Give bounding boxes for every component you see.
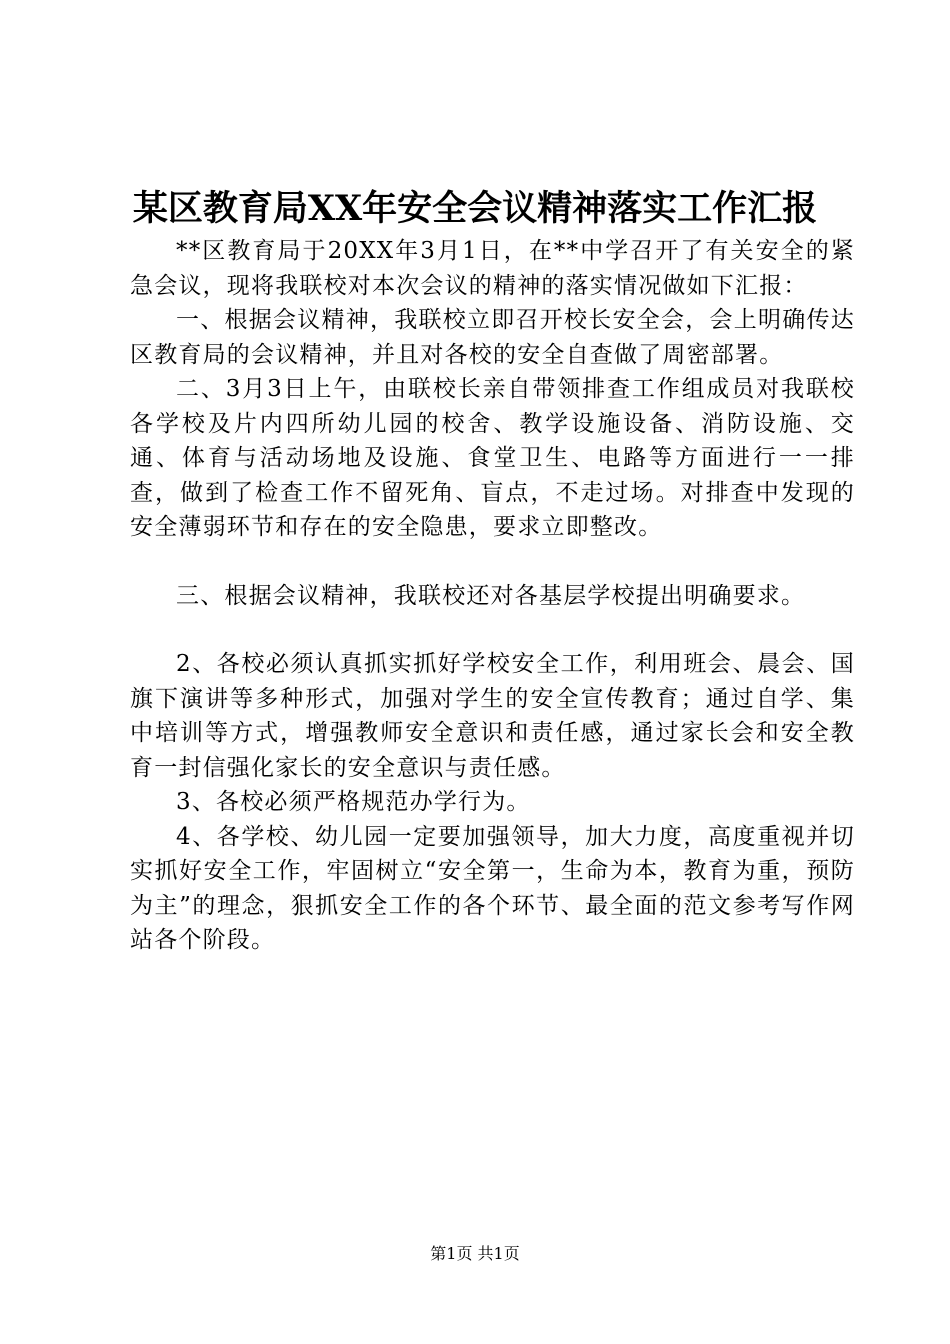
page-number-footer: 第1页 共1页 — [430, 1244, 520, 1263]
paragraph-sub-2: 2、各校必须认真抓实抓好学校安全工作，利用班会、晨会、国旗下演讲等多种形式，加强对学生的安全宣传教育；通过自学、集中培训等方式，增强教师安全意识和责任感，通过家长会和安全教育一封信强化家长的安全意识与责任感。 — [130, 651, 855, 781]
document-body — [130, 234, 855, 958]
paragraph-intro: **区教育局于20XX年3月1日，在**中学召开了有关安全的紧急会议，现将我联校对本次会议的精神的落实情况做如下汇报： — [130, 238, 855, 299]
paragraph-item-1: 一、根据会议精神，我联校立即召开校长安全会，会上明确传达区教育局的会议精神，并且对各校的安全自查做了周密部署。 — [130, 307, 855, 368]
paragraph-sub-4: 4、各学校、幼儿园一定要加强领导，加大力度，高度重视并切实抓好安全工作，牢固树立“安全第一，生命为本，教育为重，预防为主”的理念，狠抓安全工作的各个环节、最全面的范文参考写作网站各个阶段。 — [130, 823, 855, 953]
paragraph-item-2: 二、3月3日上午，由联校长亲自带领排查工作组成员对我联校各学校及片内四所幼儿园的校舍、教学设施设备、消防设施、交通、体育与活动场地及设施、食堂卫生、电路等方面进行一一排查，做到了检查工作不留死角、盲点，不走过场。对排查中发现的安全薄弱环节和存在的安全隐患，要求立即整改。 — [130, 376, 855, 540]
document-title: 某区教育局XX年安全会议精神落实工作汇报 — [132, 188, 818, 229]
paragraph-item-3: 三、根据会议精神，我联校还对各基层学校提出明确要求。 — [176, 582, 806, 609]
paragraph-sub-3: 3、各校必须严格规范办学行为。 — [176, 789, 531, 815]
